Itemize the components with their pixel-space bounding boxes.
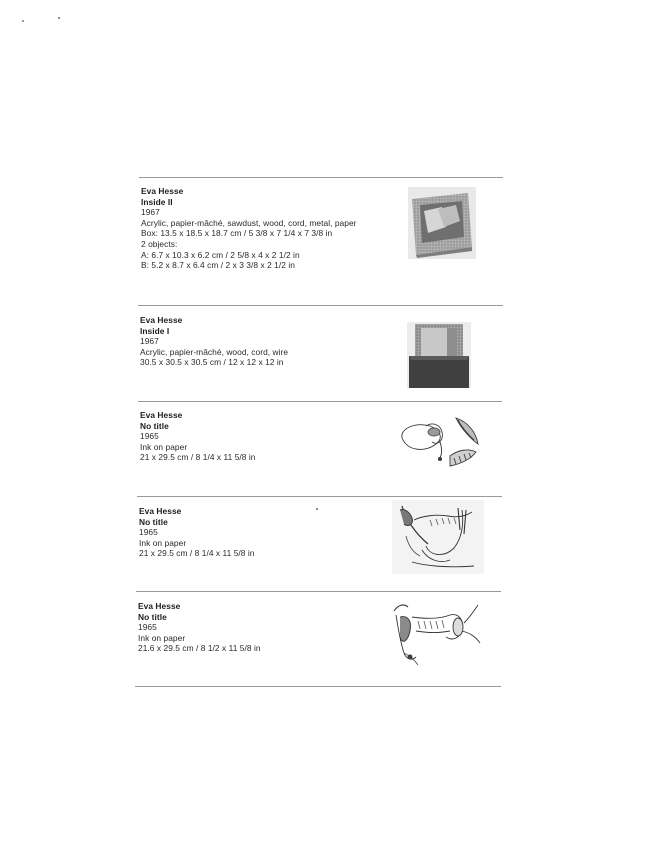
divider-1 [138, 305, 503, 306]
divider-bottom [135, 686, 501, 687]
open-box-sculpture-image [407, 322, 471, 388]
artwork-dimensions: Box: 13.5 x 18.5 x 18.7 cm / 5 3/8 x 7 1/4 x 7 3/8 in [141, 228, 333, 239]
artwork-year: 1967 [140, 336, 159, 347]
artwork-dimensions: 21 x 29.5 cm / 8 1/4 x 11 5/8 in [140, 452, 256, 463]
catalog-entry [141, 186, 357, 271]
artwork-medium: Acrylic, papier-mâché, wood, cord, wire [140, 346, 289, 357]
catalog-entry [138, 601, 261, 654]
artwork-dimensions: 21 x 29.5 cm / 8 1/4 x 11 5/8 in [139, 548, 255, 559]
catalog-entry [139, 506, 255, 559]
ink-drawing-image [396, 412, 484, 474]
artwork-dimensions: 30.5 x 30.5 x 30.5 cm / 12 x 12 x 12 in [140, 357, 284, 368]
divider-2 [138, 401, 502, 402]
artwork-year: 1965 [139, 527, 158, 538]
artwork-year: 1967 [141, 207, 160, 218]
artwork-medium: Ink on paper [139, 537, 187, 548]
artist-name: Eva Hesse [141, 186, 184, 196]
artist-name: Eva Hesse [140, 410, 183, 420]
artwork-objects-label: 2 objects: [141, 238, 178, 249]
catalog-entry [140, 410, 256, 463]
artwork-title: Inside I [140, 325, 170, 336]
artwork-title: No title [139, 516, 168, 527]
divider-4 [136, 591, 501, 592]
artwork-object-b: B: 5.2 x 8.7 x 6.4 cm / 2 x 3 3/8 x 2 1/2 in [141, 260, 295, 271]
divider-top [139, 177, 503, 178]
ink-drawing-image [388, 597, 484, 667]
scan-speck [22, 20, 24, 22]
artwork-year: 1965 [138, 622, 157, 633]
artwork-title: Inside II [141, 196, 173, 207]
artwork-medium: Ink on paper [138, 632, 186, 643]
artwork-object-a: A: 6.7 x 10.3 x 6.2 cm / 2 5/8 x 4 x 2 1/2 in [141, 249, 300, 260]
scan-speck [58, 17, 60, 19]
ink-drawing-image [392, 500, 484, 574]
artwork-title: No title [140, 420, 169, 431]
scan-speck [316, 508, 318, 510]
artwork-title: No title [138, 611, 167, 622]
artist-name: Eva Hesse [138, 601, 181, 611]
artwork-year: 1965 [140, 431, 159, 442]
artwork-dimensions: 21.6 x 29.5 cm / 8 1/2 x 11 5/8 in [138, 643, 261, 654]
divider-3 [137, 496, 502, 497]
artist-name: Eva Hesse [139, 506, 182, 516]
artist-name: Eva Hesse [140, 315, 183, 325]
catalog-entry [140, 315, 288, 368]
artwork-medium: Ink on paper [140, 441, 188, 452]
artwork-medium: Acrylic, papier-mâché, sawdust, wood, cord, metal, paper [141, 217, 357, 228]
box-sculpture-image [408, 187, 476, 259]
